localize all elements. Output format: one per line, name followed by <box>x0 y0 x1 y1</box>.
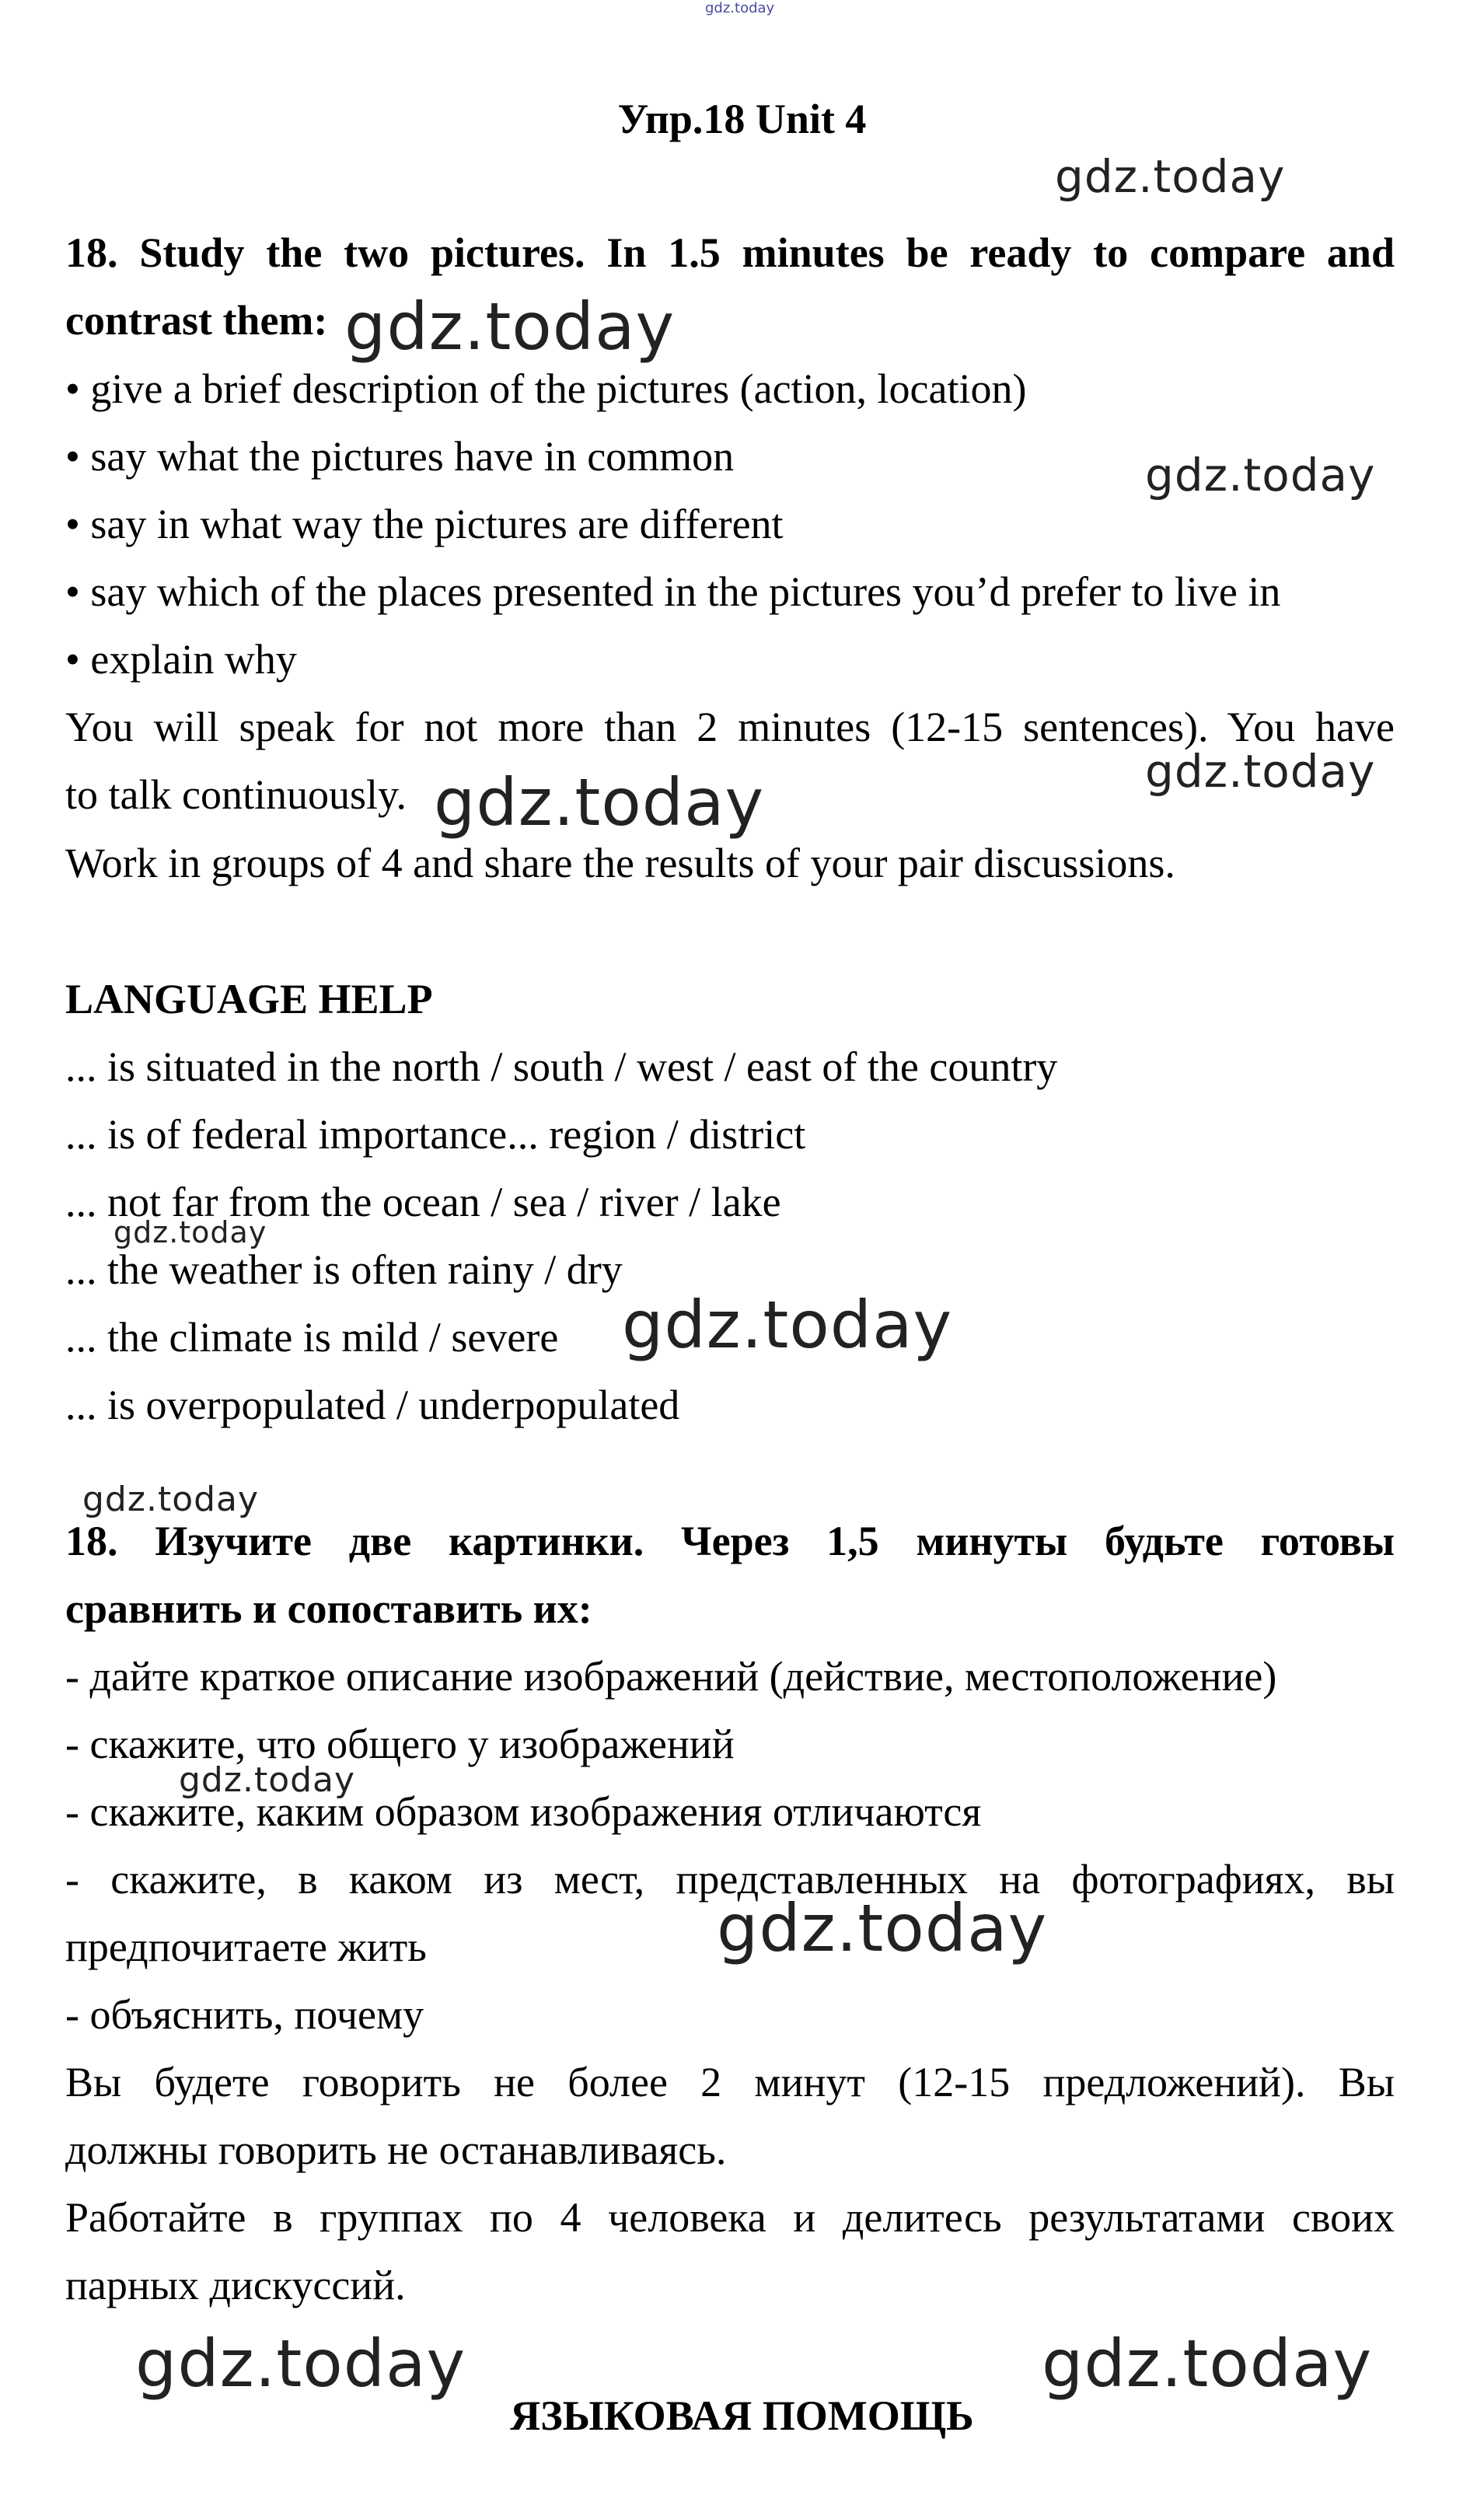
russian-places-line-2: предпочитаете жить <box>65 1924 427 1970</box>
russian-groups-line-2: парных дискуссий. <box>65 2262 406 2308</box>
page-heading: Упр.18 Unit 4 <box>617 96 867 142</box>
russian-item-1: - дайте краткое описание изображений (действие, местоположение) <box>65 1653 1277 1700</box>
russian-task-line-1: 18. Изучите две картинки. Через 1,5 минуты будьте готовы <box>65 1518 1395 1564</box>
watermark: gdz.today <box>1055 150 1286 203</box>
language-help-title: LANGUAGE HELP <box>65 976 433 1022</box>
watermark: gdz.today <box>1145 745 1376 798</box>
english-groups-line: Work in groups of 4 and share the results of your pair discussions. <box>65 840 1175 886</box>
watermark: gdz.today <box>135 2326 466 2402</box>
language-help-item-3: ... not far from the ocean / sea / river / lake <box>65 1179 781 1225</box>
english-bullet-2: • say what the pictures have in common <box>65 433 735 480</box>
watermark: gdz.today <box>344 288 676 365</box>
language-help-item-5: ... the climate is mild / severe <box>65 1314 559 1361</box>
language-help-item-6: ... is overpopulated / underpopulated <box>65 1382 680 1428</box>
russian-places-line-1: - скажите, в каком из мест, представленных на фотографиях, вы <box>65 1856 1395 1903</box>
english-bullet-5: • explain why <box>65 636 297 683</box>
english-task-line-2: contrast them: <box>65 297 328 344</box>
language-help-item-4: ... the weather is often rainy / dry <box>65 1246 623 1293</box>
language-help-item-1: ... is situated in the north / south / west / east of the country <box>65 1043 1058 1090</box>
watermark: gdz.today <box>717 1890 1048 1966</box>
russian-item-3: - скажите, каким образом изображения отличаются <box>65 1788 982 1835</box>
watermark: gdz.today <box>179 1760 356 1800</box>
russian-speak-line-2: должны говорить не останавливаясь. <box>65 2126 727 2173</box>
russian-groups-line-1: Работайте в группах по 4 человека и делитесь результатами своих <box>65 2194 1395 2241</box>
watermark: gdz.today <box>622 1287 953 1363</box>
watermark: gdz.today <box>82 1480 260 1519</box>
english-bullet-1: • give a brief description of the pictures (action, location) <box>65 365 1027 412</box>
russian-explain: - объяснить, почему <box>65 1991 424 2038</box>
english-speak-line-1: You will speak for not more than 2 minutes (12-15 sentences). You have <box>65 704 1395 750</box>
english-speak-line-2: to talk continuously. <box>65 771 407 818</box>
watermark: gdz.today <box>113 1215 267 1249</box>
watermark: gdz.today <box>1145 449 1376 501</box>
watermark: gdz.today <box>1042 2326 1373 2402</box>
language-help-item-2: ... is of federal importance... region / district <box>65 1111 806 1158</box>
english-bullet-4: • say which of the places presented in the pictures you’d prefer to live in <box>65 568 1281 615</box>
top-watermark: gdz.today <box>705 0 775 16</box>
russian-item-2: - скажите, что общего у изображений <box>65 1721 735 1767</box>
english-task-line-1: 18. Study the two pictures. In 1.5 minutes be ready to compare and <box>65 229 1395 276</box>
russian-help-title: ЯЗЫКОВАЯ ПОМОЩЬ <box>510 2392 974 2439</box>
watermark: gdz.today <box>434 764 765 840</box>
russian-task-line-2: сравнить и сопоставить их: <box>65 1585 592 1632</box>
russian-speak-line-1: Вы будете говорить не более 2 минут (12-15 предложений). Вы <box>65 2059 1395 2105</box>
english-bullet-3: • say in what way the pictures are different <box>65 501 784 547</box>
